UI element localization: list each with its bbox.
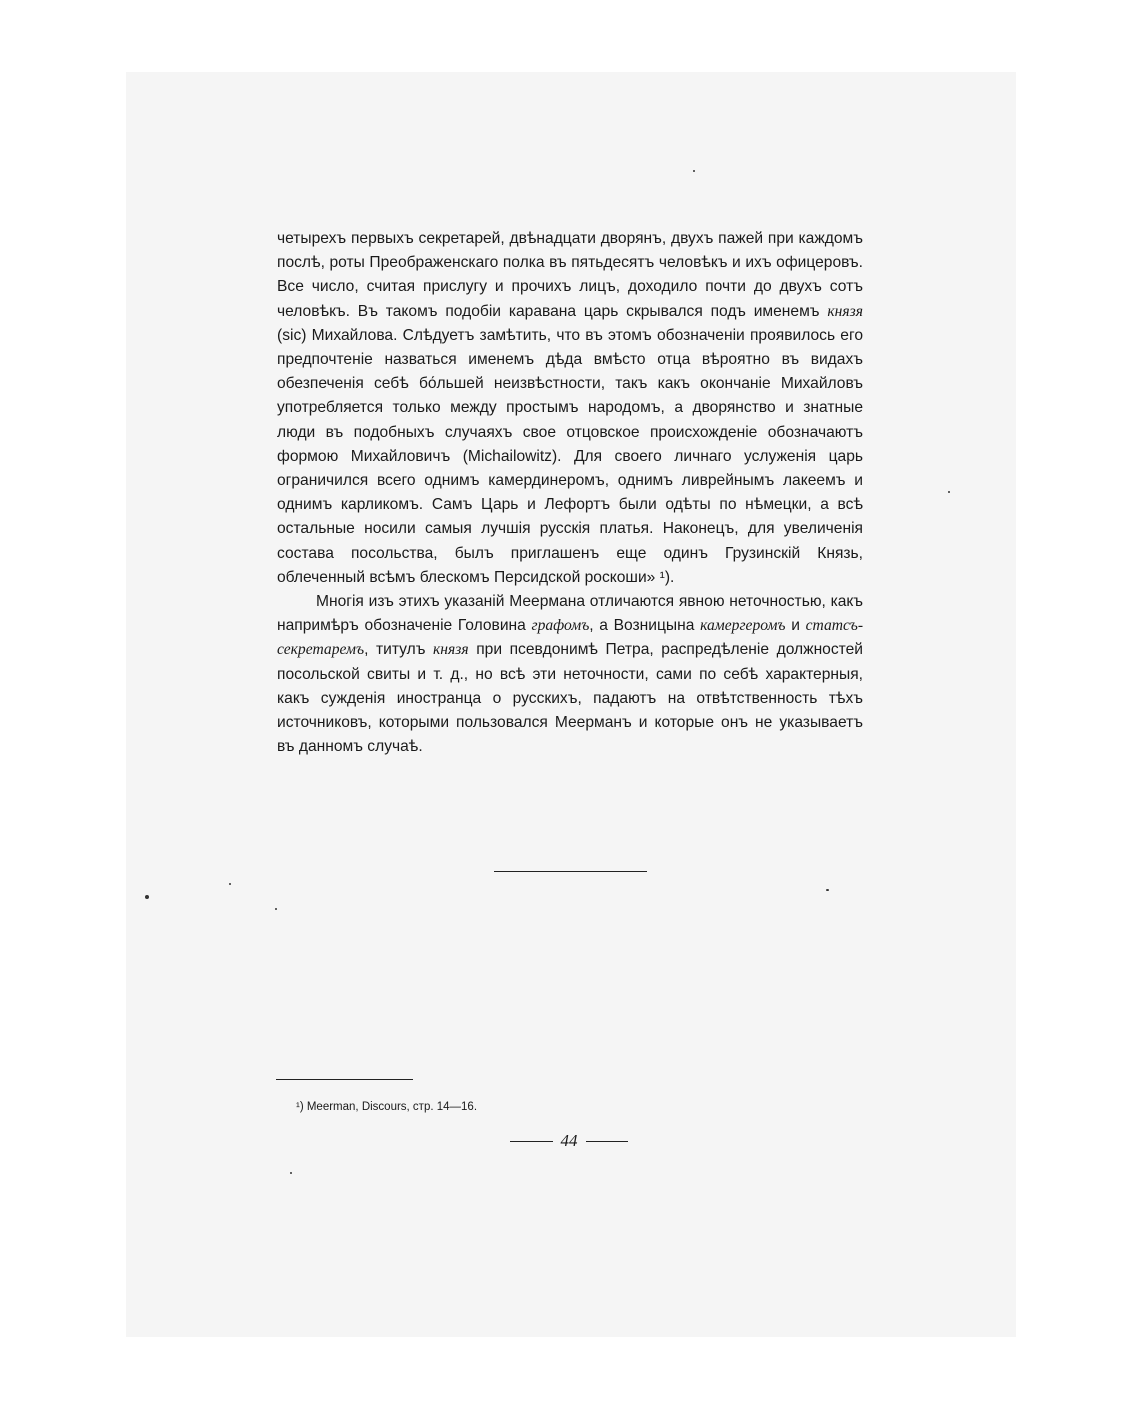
text-run: (sic) Михайлова. Слѣдуетъ замѣтить, что въ этомъ обозначеніи проявилось его предпочтеніе назваться именемъ дѣда вмѣсто отца вѣроятно въ видахъ обезпеченія себѣ бо́льшей неизвѣстности, такъ какъ окончаніе Михайловъ употребляется только между простымъ народомъ, а дворянство и знатные люди въ подобныхъ случаяхъ свое отцовское происхожденіе обозначаютъ формою Михайловичъ (Michailowitz). Для своего личнаго услуженія царь ограничился всего однимъ камердинеромъ, однимъ ливрейнымъ лакеемъ и однимъ карликомъ. Самъ Царь и Лефортъ были одѣты по нѣмецки, а всѣ остальные носили самыя лучшія русскія платья. Наконецъ, для увеличенія состава посольства, былъ приглашенъ еще одинъ Грузинскій Князь, облеченный всѣмъ блескомъ Персидской роскоши» ¹). <box>277 326 863 586</box>
italic-term: камергеромъ <box>700 617 786 635</box>
footnote: ¹) Meerman, Discours, стр. 14—16. <box>296 1101 478 1113</box>
section-divider <box>494 871 647 872</box>
text-run: , а Возницына <box>589 617 701 635</box>
body-text <box>277 227 863 759</box>
italic-term: графомъ <box>531 617 590 635</box>
scan-speck <box>948 491 950 493</box>
page-number-dash-right <box>586 1141 629 1142</box>
scan-speck <box>826 889 829 891</box>
paragraph-1 <box>277 227 863 590</box>
page-number <box>510 1131 628 1151</box>
scan-speck <box>693 170 695 172</box>
scan-speck <box>229 883 231 885</box>
text-run: четырехъ первыхъ секретарей, двѣнадцати дворянъ, двухъ пажей при каждомъ послѣ, роты Преображенскаго полка въ пятьдесятъ человѣкъ и ихъ офицеровъ. Все число, считая прислугу и прочихъ лицъ, доходило почти до двухъ сотъ человѣкъ. Въ такомъ подобіи каравана царь скрывался подъ именемъ <box>277 230 863 320</box>
scan-speck <box>290 1172 292 1174</box>
page-number-value: 44 <box>560 1131 578 1150</box>
scan-speck <box>275 908 277 910</box>
page-number-dash-left <box>510 1141 553 1142</box>
italic-term: князя <box>433 641 469 659</box>
footnote-rule <box>276 1079 413 1080</box>
text-run: , титулъ <box>364 641 434 659</box>
text-run: при псевдонимѣ Петра, распредѣленіе должностей посольской свиты и т. д., но всѣ эти неточности, сами по себѣ характерныя, какъ сужденія иностранца о русскихъ, падаютъ на отвѣтственность тѣхъ источниковъ, которыми пользовался Меерманъ и которые онъ не указываетъ въ данномъ случаѣ. <box>277 641 864 756</box>
italic-term: князя <box>827 302 863 320</box>
paragraph-2 <box>277 590 863 759</box>
scan-speck <box>145 895 149 899</box>
italic-term: статсъ-секретаремъ <box>277 617 864 659</box>
text-run: и <box>785 617 806 635</box>
text-run: Многія изъ этихъ указаній Меермана отличаются явною неточностью, какъ напримѣръ обозначеніе Головина <box>277 593 863 635</box>
